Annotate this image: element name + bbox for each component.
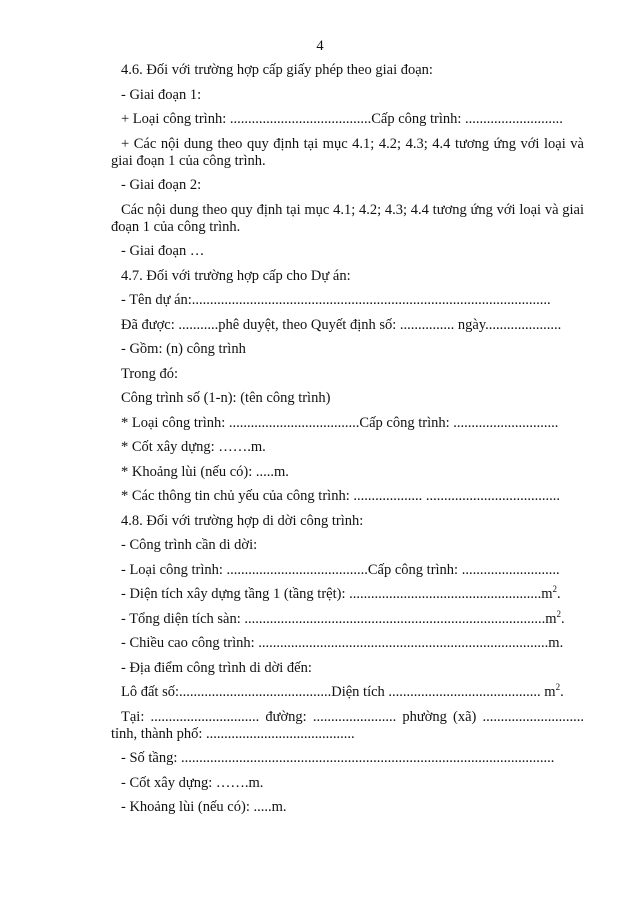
form-line [111,750,584,767]
form-line [111,390,584,407]
form-line-text: - Giai đoạn 2: [121,177,202,193]
form-line-text: + Các nội dung theo quy định tại mục 4.1; 4.2; 4.3; 4.4 tương ứng với loại và giai đoạn 1 của công trình. [111,135,584,169]
form-line-text: - Khoảng lùi (nếu có): .....m. [121,799,287,815]
form-line [111,513,584,530]
form-paragraph [111,136,584,170]
form-line [111,317,584,334]
form-line-text: - Loại công trình: .......................................Cấp công trình: ........................... [121,561,560,578]
form-line-text: * Khoảng lùi (nếu có): .....m. [121,463,289,480]
form-line-text: - Diện tích xây dựng tầng 1 (tầng trệt): .....................................................m [121,586,553,602]
form-line [111,464,584,481]
form-line-text: Lô đất số:..........................................Diện tích .......................................... m [121,684,556,700]
form-line [111,799,584,816]
form-line-text: 4.7. Đối với trường hợp cấp cho Dự án: [121,267,351,284]
form-line-text: - Số tầng: ....................................................................................................... [121,750,555,766]
form-line [111,243,584,260]
form-line [111,111,584,128]
superscript: 2 [556,608,562,619]
form-line [111,177,584,194]
form-line-text: - Tên dự án:................................................................................................... [121,292,551,308]
form-line-text: * Cốt xây dựng: …….m. [121,439,266,455]
form-line [111,562,584,579]
form-line-text: + Loại công trình: .......................................Cấp công trình: ........................... [121,111,563,127]
form-line [111,608,584,628]
form-line [111,775,584,792]
form-line [111,62,584,79]
form-paragraph [111,709,584,743]
form-line-text: - Tổng diện tích sàn: ...................................................................................m [121,610,557,627]
form-line-text: Các nội dung theo quy định tại mục 4.1; 4.2; 4.3; 4.4 tương ứng với loại và giai đoạn 1 của công trình. [111,201,584,235]
form-line-text: - Giai đoạn 1: [121,86,202,103]
form-line [111,660,584,677]
form-line [111,439,584,456]
form-line-text: - Địa điểm công trình di dời đến: [121,659,312,676]
form-line [111,684,584,701]
trailing-punctuation: . [561,610,565,627]
form-line-text: * Loại công trình: ....................................Cấp công trình: ............................. [121,414,559,431]
form-line [111,87,584,104]
form-line-text: * Các thông tin chủ yếu của công trình: ................... ..................................... [121,488,560,504]
form-line [111,488,584,505]
form-line [111,537,584,554]
form-line-text: Tại: .............................. đường: ....................... phường (xã) ............................ tỉnh, thành phố: ......................................... [111,708,584,742]
form-line [111,366,584,383]
form-paragraph [111,202,584,236]
page-number: 4 [316,38,324,54]
form-line [111,341,584,358]
superscript: 2 [552,584,558,595]
form-line-text: 4.6. Đối với trường hợp cấp giấy phép theo giai đoạn: [121,62,433,78]
form-line-text: Công trình số (1-n): (tên công trình) [121,390,331,406]
form-line-text: Trong đó: [121,365,179,382]
document-body [111,62,584,824]
form-line-text: 4.8. Đối với trường hợp di dời công trình: [121,512,364,529]
form-line-text: - Cốt xây dựng: …….m. [121,774,264,791]
form-line-text: - Gồm: (n) công trình [121,341,246,357]
form-line [111,292,584,309]
form-line [111,268,584,285]
form-line-text: - Chiều cao công trình: ................................................................................m. [121,635,564,651]
form-line [111,415,584,432]
superscript: 2 [555,682,561,693]
form-line-text: - Giai đoạn … [121,243,205,259]
form-line [111,586,584,603]
form-line-text: Đã được: ...........phê duyệt, theo Quyết định số: ............... ngày..................... [121,316,562,333]
trailing-punctuation: . [557,586,561,602]
trailing-punctuation: . [560,684,564,700]
form-line-text: - Công trình cần di dời: [121,537,258,553]
form-line [111,635,584,652]
